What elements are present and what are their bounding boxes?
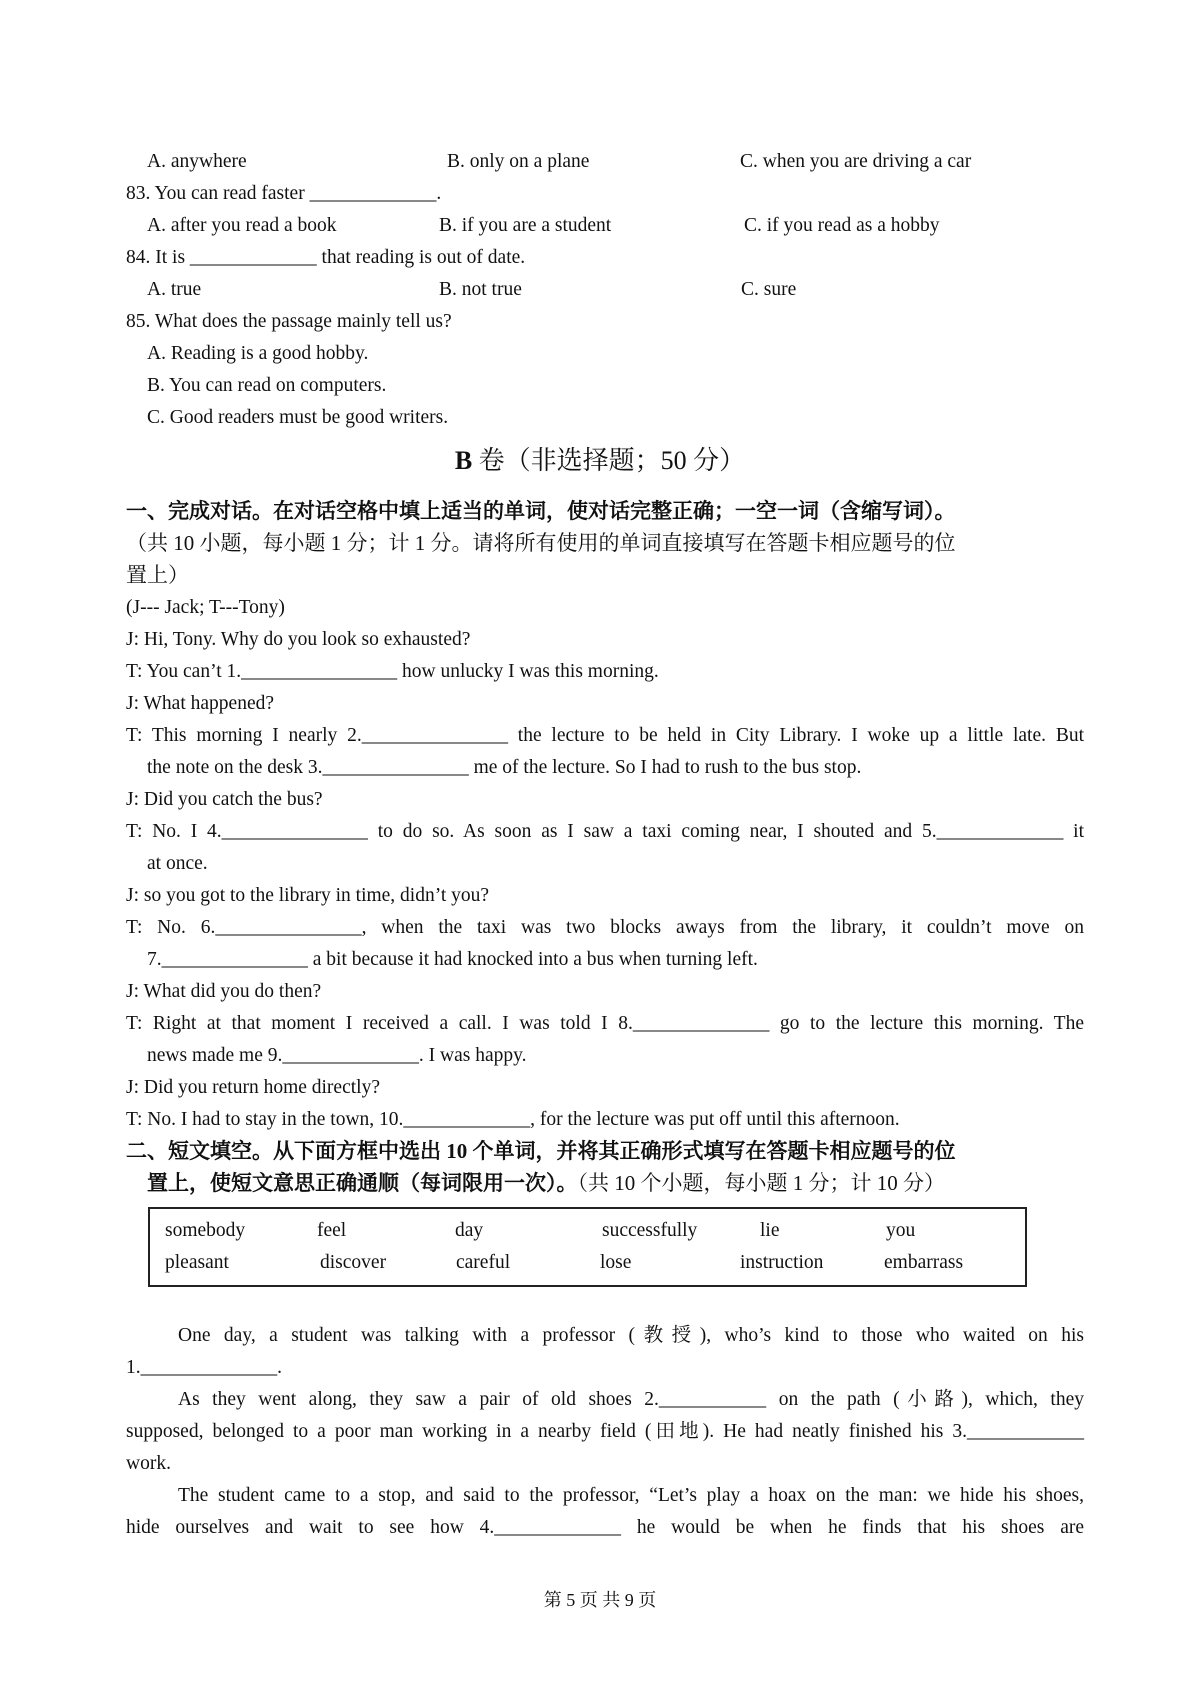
q83-stem: 83. You can read faster _____________. <box>126 183 442 204</box>
part-b-letter: B <box>454 446 473 475</box>
dialogue-line: T: No. I 4._______________ to do so. As soon as I saw a taxi coming near, I shouted and 5._____________ it <box>126 821 1084 842</box>
word-bank-word: successfully <box>602 1220 698 1241</box>
q82-option-b: B. only on a plane <box>447 151 590 172</box>
word-bank-word: you <box>886 1220 916 1241</box>
dialogue-line: J: Did you catch the bus? <box>126 789 323 810</box>
section2-heading-line2 <box>147 1167 945 1199</box>
dialogue-line: news made me 9.______________. I was happy. <box>147 1045 527 1066</box>
dialogue-line: T: You can’t 1.________________ how unlucky I was this morning. <box>126 661 659 682</box>
passage-line: The student came to a stop, and said to the professor, “Let’s play a hoax on the man: we hide his shoes, <box>178 1485 1084 1506</box>
passage-line: 1.______________. <box>126 1357 282 1378</box>
section2-heading-part: 个单词，并将其正确形式填写在答题卡相应题号的位 <box>472 1139 956 1163</box>
section2-heading-line1 <box>126 1135 956 1167</box>
dialogue-line: T: This morning I nearly 2._______________ the lecture to be held in City Library. I woke up a little late. But <box>126 725 1084 746</box>
q82-option-a: A. anywhere <box>147 151 247 172</box>
dialogue-line: the note on the desk 3._______________ me of the lecture. So I had to rush to the bus stop. <box>147 757 862 778</box>
part-b-title <box>0 444 1200 478</box>
word-bank-word: lie <box>760 1220 780 1241</box>
section2-heading-part: 二、短文填空。从下面方框中选出 <box>126 1139 441 1163</box>
q83-option-b: B. if you are a student <box>439 215 612 236</box>
q85-option-b: B. You can read on computers. <box>147 375 387 396</box>
part-b-subtitle: 卷（非选择题；50 分） <box>478 446 746 475</box>
word-bank-word: discover <box>320 1252 387 1273</box>
q83-option-c: C. if you read as a hobby <box>744 215 940 236</box>
passage-line: work. <box>126 1453 171 1474</box>
dialogue-line: J: What happened? <box>126 693 275 714</box>
q82-option-c: C. when you are driving a car <box>740 151 972 172</box>
dialogue-line: J: so you got to the library in time, didn’t you? <box>126 885 490 906</box>
passage-line: One day, a student was talking with a professor (教授), who’s kind to those who waited on his <box>178 1325 1084 1346</box>
q85-stem: 85. What does the passage mainly tell us? <box>126 311 452 332</box>
dialogue-line: J: Did you return home directly? <box>126 1077 380 1098</box>
page-footer: 第 5 页 共 9 页 <box>543 1590 657 1610</box>
passage-line: As they went along, they saw a pair of old shoes 2.___________ on the path (小路), which, they <box>178 1389 1084 1410</box>
dialogue-line: at once. <box>147 853 208 874</box>
section1-note-line2: 置上） <box>126 563 189 587</box>
q83-option-a: A. after you read a book <box>147 215 337 236</box>
word-bank-word: instruction <box>740 1252 824 1273</box>
q84-stem: 84. It is _____________ that reading is out of date. <box>126 247 526 268</box>
section1-heading: 一、完成对话。在对话空格中填上适当的单词，使对话完整正确；一空一词（含缩写词）。 <box>126 499 956 523</box>
word-bank-word: day <box>455 1220 484 1241</box>
word-bank-word: embarrass <box>884 1252 964 1273</box>
word-bank-word: somebody <box>165 1220 246 1241</box>
q84-option-b: B. not true <box>439 279 522 300</box>
q84-option-c: C. sure <box>741 279 797 300</box>
dialogue-line: J: Hi, Tony. Why do you look so exhausted? <box>126 629 471 650</box>
dialogue-line: J: What did you do then? <box>126 981 322 1002</box>
section2-heading-part: 置上，使短文意思正确通顺（每词限用一次）。 <box>147 1171 578 1195</box>
word-bank-word: pleasant <box>165 1252 229 1273</box>
q85-option-a: A. Reading is a good hobby. <box>147 343 369 364</box>
section1-note-line1: （共 10 小题，每小题 1 分；计 1 分。请将所有使用的单词直接填写在答题卡相应题号的位 <box>126 531 956 555</box>
section2-note: （共 10 个小题，每小题 1 分；计 10 分） <box>577 1171 945 1195</box>
section2-heading-number: 10 <box>446 1139 468 1163</box>
word-bank-box <box>148 1207 1027 1287</box>
dialogue-line: T: No. I had to stay in the town, 10._____________, for the lecture was put off until this afternoon. <box>126 1109 900 1130</box>
word-bank-word: feel <box>317 1220 347 1241</box>
word-bank-word: careful <box>456 1252 511 1273</box>
dialogue-line: 7._______________ a bit because it had knocked into a bus when turning left. <box>147 949 758 970</box>
passage-line: hide ourselves and wait to see how 4._____________ he would be when he finds that his shoes are <box>126 1517 1084 1538</box>
dialogue-line: T: No. 6._______________, when the taxi was two blocks aways from the library, it couldn’t move on <box>126 917 1084 938</box>
word-bank-word: lose <box>600 1252 632 1273</box>
passage-line: supposed, belonged to a poor man working in a nearby field (田地). He had neatly finished his 3.____________ <box>126 1421 1084 1442</box>
q85-option-c: C. Good readers must be good writers. <box>147 407 449 428</box>
dialogue-line: T: Right at that moment I received a call. I was told I 8.______________ go to the lecture this morning. The <box>126 1013 1084 1034</box>
dialogue-line: (J--- Jack; T---Tony) <box>126 597 285 618</box>
q84-option-a: A. true <box>147 279 202 300</box>
